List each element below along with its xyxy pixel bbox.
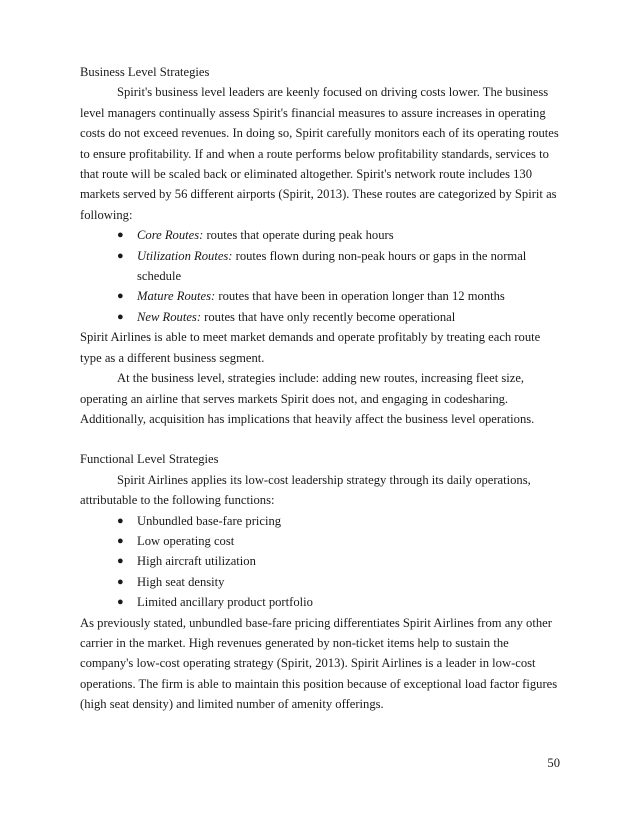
list-item-term: Mature Routes: [137, 289, 216, 304]
list-item-text: Limited ancillary product portfolio [137, 595, 313, 610]
document-page [80, 62, 560, 715]
bullet-icon: ● [117, 575, 124, 588]
list-item [117, 592, 560, 612]
bullet-icon: ● [117, 290, 124, 303]
section-heading: Business Level Strategies [80, 65, 210, 79]
list-item [117, 225, 560, 245]
bullet-list [80, 225, 560, 327]
bullet-list [80, 511, 560, 613]
paragraph: Spirit Airlines is able to meet market demands and operate profitably by treating each route type as a different business segment. [80, 330, 541, 365]
section-heading: Functional Level Strategies [80, 452, 219, 467]
list-item-text: routes that operate during peak hours [203, 228, 394, 243]
bullet-icon: ● [117, 229, 124, 242]
list-item-term: New Routes: [137, 309, 202, 324]
list-item-text: routes flown during non-peak hours or gaps in the normal schedule [137, 248, 527, 284]
page-number: 50 [547, 756, 560, 770]
bullet-icon: ● [117, 310, 124, 323]
bullet-icon: ● [117, 534, 124, 547]
bullet-icon: ● [117, 514, 124, 527]
list-item-text: High seat density [137, 574, 225, 589]
paragraph: As previously stated, unbundled base-fare pricing differentiates Spirit Airlines from any other carrier in the market. High revenues generated by non-ticket items help to sustain the company's low-cost operating strategy (Spirit, 2013). Spirit Airlines is a leader in low-cost operations. The firm is able to maintain this position because of exceptional load factor figures (high seat density) and limited number of amenity offerings. [80, 615, 558, 712]
list-item [117, 551, 560, 571]
section-gap [80, 429, 560, 449]
list-item [117, 531, 560, 551]
list-item-term: Core Routes: [137, 228, 204, 243]
bullet-icon: ● [117, 555, 124, 568]
list-item-text: routes that have been in operation longer than 12 months [215, 289, 505, 304]
list-item-text: Low operating cost [137, 533, 235, 548]
bullet-icon: ● [117, 249, 124, 262]
list-item-text: routes that have only recently become operational [201, 309, 456, 324]
list-item [117, 307, 560, 327]
list-item-text: High aircraft utilization [137, 554, 256, 569]
bullet-icon: ● [117, 596, 124, 609]
list-item [117, 246, 560, 287]
list-item-term: Utilization Routes: [137, 248, 233, 263]
list-item [117, 286, 560, 306]
list-item [117, 572, 560, 592]
list-item [117, 511, 560, 531]
paragraph: Spirit's business level leaders are keenly focused on driving costs lower. The business level managers continually assess Spirit's financial measures to assure increases in operating costs do not exceed revenues. In doing so, Spirit carefully monitors each of its operating routes to ensure profitability. If and when a route performs below profitability standards, services to that route will be scaled back or eliminated altogether. Spirit's network route includes 130 markets served by 56 different airports (Spirit, 2013). These routes are categorized by Spirit as following: [80, 85, 559, 222]
paragraph: At the business level, strategies include: adding new routes, increasing fleet size, operating an airline that serves markets Spirit does not, and engaging in codesharing. Additionally, acquisition has implications that heavily affect the business level operations. [80, 371, 535, 426]
paragraph: Spirit Airlines applies its low-cost leadership strategy through its daily operations, attributable to the following functions: [80, 472, 531, 508]
list-item-text: Unbundled base-fare pricing [137, 513, 282, 528]
